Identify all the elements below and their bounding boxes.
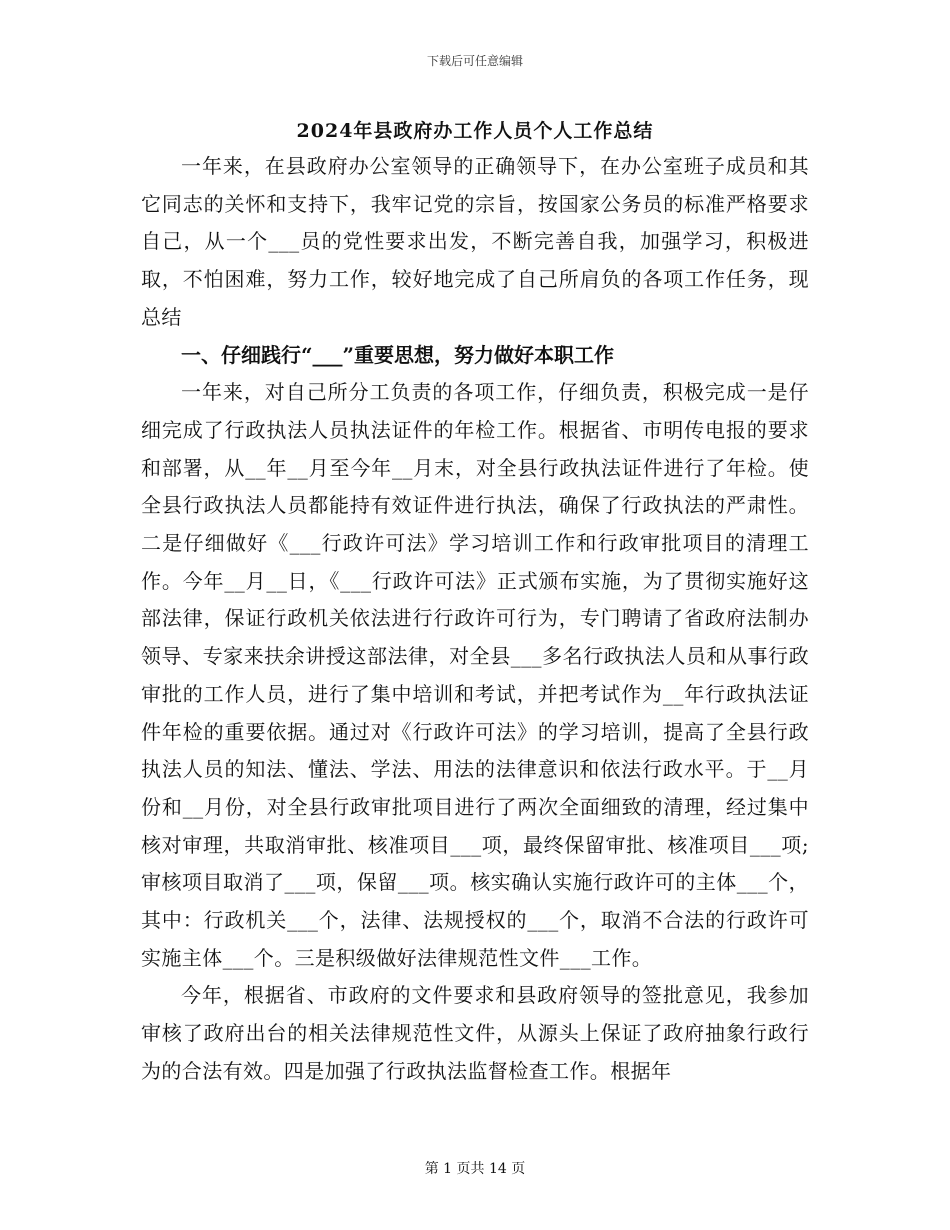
section-heading: 一、仔细践行“___”重要思想，努力做好本职工作 xyxy=(181,342,615,367)
paragraph-3: 今年，根据省、市政府的文件要求和县政府领导的签批意见，我参加审核了政府出台的相关法律规范性文件，从源头上保证了政府抽象行政行为的合法有效。四是加强了行政执法监督检查工作。根据年 xyxy=(141,983,809,1083)
section-paragraph: 一年来，对自己所分工负责的各项工作，仔细负责，积极完成一是仔细完成了行政执法人员执法证件的年检工作。根据省、市明传电报的要求和部署，从__年__月至今年__月末，对全县行政执法证件进行了年检。使全县行政执法人员都能持有效证件进行执法，确保了行政执法的严肃性。二是仔细做好《___行政许可法》学习培训工作和行政审批项目的清理工作。今年__月__日，《___行政许可法》正式颁布实施，为了贯彻实施好这部法律，保证行政机关依法进行行政许可行为，专门聘请了省政府法制办领导、专家来扶余讲授这部法律，对全县___多名行政执法人员和从事行政审批的工作人员，进行了集中培训和考试，并把考试作为__年行政执法证件年检的重要依据。通过对《行政许可法》的学习培训，提高了全县行政执法人员的知法、懂法、学法、用法的法律意识和依法行政水平。于__月份和__月份，对全县行政审批项目进行了两次全面细致的清理，经过集中核对审理，共取消审批、核准项目___项，最终保留审批、核准项目___项;审核项目取消了___项，保留___项。核实确认实施行政许可的主体___个，其中：行政机关___个，法律、法规授权的___个，取消不合法的行政许可实施主体___个。三是积级做好法律规范性文件___工作。 xyxy=(141,380,809,970)
header-note: 下载后可任意编辑 xyxy=(426,54,523,68)
document-title: 2024年县政府办工作人员个人工作总结 xyxy=(296,120,654,142)
document-body xyxy=(141,148,809,1091)
intro-paragraph: 一年来，在县政府办公室领导的正确领导下，在办公室班子成员和其它同志的关怀和支持下，我牢记党的宗旨，按国家公务员的标准严格要求自己，从一个___员的党性要求出发，不断完善自我，加强学习，积极进取，不怕困难，努力工作，较好地完成了自己所肩负的各项工作任务，现总结 xyxy=(141,154,809,329)
page-number: 第 1 页共 14 页 xyxy=(424,1161,526,1177)
